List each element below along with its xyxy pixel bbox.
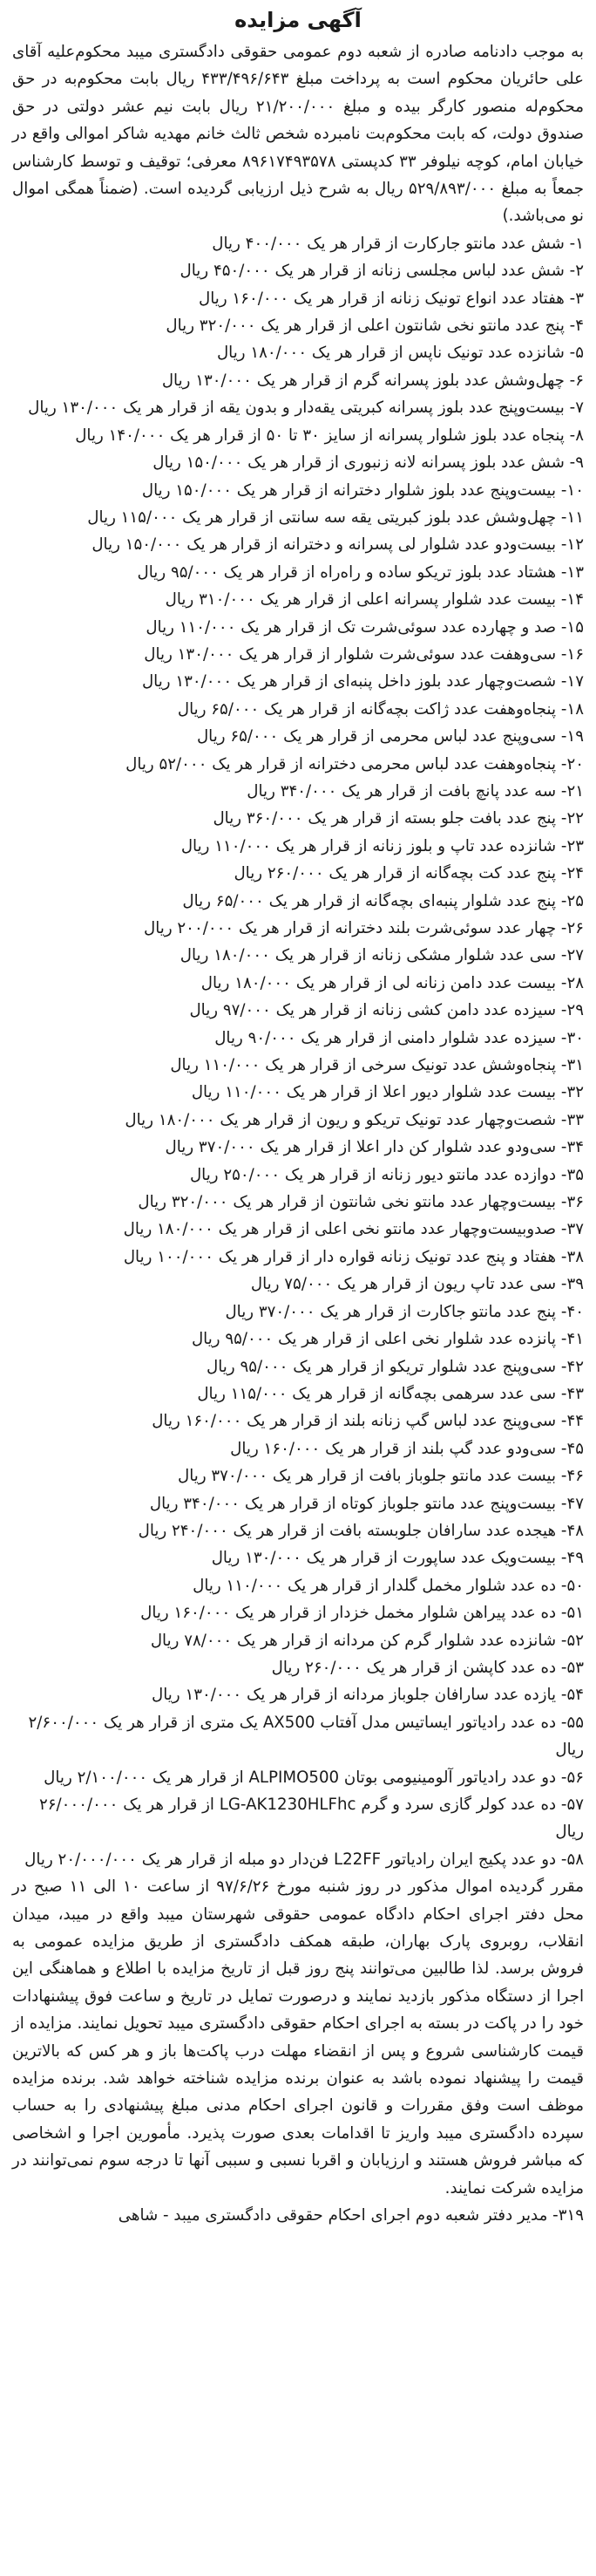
list-item: ۴۲- سی‌وپنج عدد شلوار تریکو از قرار هر یک ۹۵/۰۰۰ ریال [207, 1357, 584, 1376]
list-item: ۵۰- ده عدد شلوار مخمل گلدار از قرار هر یک ۱۱۰/۰۰۰ ریال [193, 1576, 584, 1595]
list-item: ۵۴- یازده عدد سارافان جلوباز مردانه از قرار هر یک ۱۳۰/۰۰۰ ریال [152, 1686, 584, 1705]
list-item: ۲۵- پنج عدد شلوار پنبه‌ای بچه‌گانه از قرار هر یک ۶۵/۰۰۰ ریال [182, 891, 584, 910]
list-item: ۴۴- سی‌وپنج عدد لباس گپ زنانه بلند از قرار هر یک ۱۶۰/۰۰۰ ریال [152, 1412, 584, 1431]
list-item: ۵- شانزده عدد تونیک ناپس از قرار هر یک ۱۸۰/۰۰۰ ریال [216, 344, 584, 363]
list-item: ۱- شش عدد مانتو جارکارت از قرار هر یک ۴۰۰/۰۰۰ ریال [212, 234, 584, 253]
list-item: ۵۸- دو عدد پکیج ایران رادیاتور L22FF فن‌دار دو مبله از قرار هر یک ۲۰/۰۰۰/۰۰۰ ریال [24, 1850, 584, 1869]
list-item: ۹- شش عدد بلوز پسرانه لانه زنبوری از قرار هر یک ۱۵۰/۰۰۰ ریال [152, 453, 584, 473]
list-item: ۷- بیست‌وپنج عدد بلوز پسرانه کبریتی یقه‌دار و بدون یقه از قرار هر یک ۱۳۰/۰۰۰ ریال [28, 399, 584, 418]
list-item: ۴۹- بیست‌ویک عدد ساپورت از قرار هر یک ۱۳۰/۰۰۰ ریال [211, 1549, 584, 1568]
notice-title: آگهی مزایده [234, 8, 362, 32]
list-item: ۴۱- پانزده عدد شلوار نخی اعلی از قرار هر یک ۹۵/۰۰۰ ریال [191, 1330, 584, 1349]
list-item: ۱۳- هشتاد عدد بلوز تریکو ساده و راه‌راه از قرار هر یک ۹۵/۰۰۰ ریال [137, 562, 584, 582]
list-item: ۱۴- بیست عدد شلوار پسرانه اعلی از قرار هر یک ۳۱۰/۰۰۰ ریال [165, 590, 584, 610]
notice-intro: به موجب دادنامه صادره از شعبه دوم عمومی حقوقی دادگستری میبد محکوم‌علیه آقای علی حائریان محکوم است به پرداخت مبلغ ۴۳۳/۴۹۶/۶۴۳ ریال بابت محکوم‌به در حق محکوم‌له منصور کارگر بیده و مبلغ ۲۱/۲۰۰/۰۰۰ ریال بابت نیم عشر دولتی در حق صندوق دولت، که بابت محکوم‌بت نامبرده شخص ثالث خانم مهدیه شاکر اموالی واقع در خیابان امام، کوچه نیلوفر ۳۳ کدپستی ۸۹۶۱۷۴۹۳۵۷۸ معرفی؛ توقیف و توسط کارشناس جمعاً به مبلغ ۵۲۹/۸۹۳/۰۰۰ ریال به شرح ذیل ارزیابی گردیده است. (ضمناً همگی اموال نو می‌باشد.) [12, 43, 585, 226]
list-item: ۲- شش عدد لباس مجلسی زنانه از قرار هر یک ۴۵۰/۰۰۰ ریال [179, 262, 584, 281]
list-item: ۳۷- صدوبیست‌وچهار عدد مانتو نخی اعلی از قرار هر یک ۱۸۰/۰۰۰ ریال [123, 1220, 584, 1239]
list-item: ۳- هفتاد عدد انواع تونیک زنانه از قرار هر یک ۱۶۰/۰۰۰ ریال [199, 289, 584, 308]
list-item: ۴۸- هیجده عدد سارافان جلوبسته بافت از قرار هر یک ۲۴۰/۰۰۰ ریال [138, 1521, 584, 1540]
list-item: ۳۰- سیزده عدد شلوار دامنی از قرار هر یک ۹۰/۰۰۰ ریال [214, 1028, 584, 1047]
list-item: ۲۱- سه عدد پانچ بافت از قرار هر یک ۳۴۰/۰۰۰ ریال [247, 781, 584, 801]
list-item: ۱۲- بیست‌ودو عدد شلوار لی پسرانه و دخترانه از قرار هر یک ۱۵۰/۰۰۰ ریال [91, 535, 584, 555]
list-item: ۳۳- شصت‌وچهار عدد تونیک تریکو و ریون از قرار هر یک ۱۸۰/۰۰۰ ریال [125, 1110, 584, 1129]
list-item: ۳۲- بیست عدد شلوار دیور اعلا از قرار هر یک ۱۱۰/۰۰۰ ریال [191, 1083, 584, 1102]
list-item: ۳۵- دوازده عدد مانتو دیور زنانه از قرار هر یک ۲۵۰/۰۰۰ ریال [189, 1165, 584, 1184]
list-item: ۳۶- بیست‌وچهار عدد مانتو نخی شانتون از قرار هر یک ۳۲۰/۰۰۰ ریال [138, 1193, 584, 1212]
list-item: ۲۴- پنج عدد کت بچه‌گانه از قرار هر یک ۲۶۰/۰۰۰ ریال [234, 864, 584, 883]
list-item: ۳۹- سی عدد تاپ ریون از قرار هر یک ۷۵/۰۰۰ ریال [250, 1275, 584, 1294]
list-item: ۱۵- صد و چهارده عدد سوئی‌شرت تک از قرار هر یک ۱۱۰/۰۰۰ ریال [146, 617, 584, 637]
list-item: ۳۴- سی‌ودو عدد شلوار کن دار اعلا از قرار هر یک ۳۷۰/۰۰۰ ریال [165, 1138, 584, 1157]
list-item: ۴۶- بیست عدد مانتو جلوباز بافت از قرار هر یک ۳۷۰/۰۰۰ ریال [178, 1467, 584, 1486]
list-item: ۴۰- پنج عدد مانتو جاکارت از قرار هر یک ۳۷۰/۰۰۰ ریال [225, 1302, 584, 1321]
list-item: ۱۹- سی‌وپنج عدد لباس محرمی از قرار هر یک ۶۵/۰۰۰ ریال [196, 727, 584, 746]
list-item: ۲۸- بیست عدد دامن زنانه لی از قرار هر یک ۱۸۰/۰۰۰ ریال [200, 973, 584, 992]
auction-notice [12, 5, 584, 2230]
list-item: ۴- پنج عدد مانتو نخی شانتون اعلی از قرار هر یک ۳۲۰/۰۰۰ ریال [166, 317, 584, 336]
list-item: ۴۳- سی عدد سرهمی بچه‌گانه از قرار هر یک ۱۱۵/۰۰۰ ریال [197, 1384, 584, 1403]
list-item: ۱۰- بیست‌وپنج عدد بلوز شلوار دخترانه از قرار هر یک ۱۵۰/۰۰۰ ریال [141, 480, 584, 500]
list-item: ۲۹- سیزده عدد دامن کشی زنانه از قرار هر یک ۹۷/۰۰۰ ریال [189, 1001, 584, 1020]
list-item: ۱۶- سی‌وهفت عدد سوئی‌شرت شلوار از قرار هر یک ۱۳۰/۰۰۰ ریال [144, 644, 584, 664]
list-item: ۲۷- سی عدد شلوار مشکی زنانه از قرار هر یک ۱۸۰/۰۰۰ ریال [179, 946, 584, 965]
list-item: ۲۰- پنجاه‌وهفت عدد لباس محرمی دخترانه از قرار هر یک ۵۲/۰۰۰ ریال [125, 754, 584, 773]
list-item: ۳۱- پنجاه‌وشش عدد تونیک سرخی از قرار هر یک ۱۱۰/۰۰۰ ریال [170, 1056, 584, 1075]
list-item: ۵۱- ده عدد پیراهن شلوار مخمل خزدار از قرار هر یک ۱۶۰/۰۰۰ ریال [140, 1604, 584, 1623]
list-item: ۵۶- دو عدد رادیاتور آلومینیومی بوتان ALPIMO500 از قرار هر یک ۲/۱۰۰/۰۰۰ ریال [44, 1768, 584, 1787]
list-item: ۱۷- شصت‌وچهار عدد بلوز داخل پنبه‌ای از قرار هر یک ۱۳۰/۰۰۰ ریال [141, 672, 584, 692]
list-item: ۴۵- سی‌ودو عدد گپ بلند از قرار هر یک ۱۶۰/۰۰۰ ریال [230, 1439, 584, 1458]
list-item: ۲۲- پنج عدد بافت جلو بسته از قرار هر یک ۳۶۰/۰۰۰ ریال [213, 809, 584, 828]
list-item: ۲۳- شانزده عدد تاپ و بلوز زنانه از قرار هر یک ۱۱۰/۰۰۰ ریال [180, 836, 584, 855]
list-item: ۸- پنجاه عدد بلوز شلوار پسرانه از سایز ۳۰ تا ۵۰ از قرار هر یک ۱۴۰/۰۰۰ ریال [75, 426, 584, 445]
list-item: ۵۷- ده عدد کولر گازی سرد و گرم LG-AK1230HLFhc از قرار هر یک ۲۶/۰۰۰/۰۰۰ ریال [39, 1796, 584, 1842]
list-item: ۵۲- شانزده عدد شلوار گرم کن مردانه از قرار هر یک ۷۸/۰۰۰ ریال [150, 1631, 584, 1650]
list-item: ۵۳- ده عدد کاپشن از قرار هر یک ۲۶۰/۰۰۰ ریال [271, 1658, 584, 1677]
list-item: ۵۵- ده عدد رادیاتور ایساتیس مدل آفتاب AX500 یک متری از قرار هر یک ۲/۶۰۰/۰۰۰ ریال [28, 1713, 584, 1760]
list-item: ۱۱- چهل‌وشش عدد بلوز کبریتی یقه سه سانتی از قرار هر یک ۱۱۵/۰۰۰ ریال [87, 508, 584, 527]
list-item: ۶- چهل‌وشش عدد بلوز پسرانه گرم از قرار هر یک ۱۳۰/۰۰۰ ریال [161, 371, 584, 390]
list-item: ۳۸- هفتاد و پنج عدد تونیک زنانه قواره دار از قرار هر یک ۱۰۰/۰۰۰ ریال [123, 1247, 584, 1266]
notice-signature: ۳۱۹- مدیر دفتر شعبه دوم اجرای احکام حقوقی دادگستری میبد - شاهی [118, 2206, 584, 2225]
list-item: ۴۷- بیست‌وپنج عدد مانتو جلوباز کوتاه از قرار هر یک ۳۴۰/۰۰۰ ریال [149, 1494, 584, 1513]
item-list [12, 230, 584, 1873]
notice-closing: مقرر گردیده اموال مذکور در روز شنبه مورخ ۹۷/۶/۲۶ از ساعت ۱۰ الی ۱۱ صبح در محل دفتر اجرای احکام دادگاه عمومی حقوقی شهرستان میبد واقع در میبد، میدان انقلاب، روبروی پارک بهاران، طبقه همکف دادگستری از طریق مزایده عمومی به فروش برسد. لذا طالبین می‌توانند پنج روز قبل از تاریخ مزایده با اطلاع و هماهنگی این اجرا از دستگاه مذکور بازدید نمایند و درصورت تمایل در تاریخ و ساعت فوق پیشنهادات خود را در پاکت در بسته به اجرای احکام حقوقی دادگستری میبد تحویل نمایند. مزایده از قیمت کارشناسی شروع و پس از انقضاء مهلت درب پاکت‌ها باز و هر کس که بالاترین قیمت را پیشنهاد نموده باشد به عنوان برنده مزایده شناخته خواهد شد. برنده مزایده موظف است وفق مقررات و قانون اجرای احکام مدنی مبلغ پیشنهادی را به حساب سپرده دادگستری میبد واریز تا اقدامات بعدی صورت پذیرد. مأمورین اجرا و اشخاصی که مباشر فروش هستند و ارزیابان و اقربا نسبی و سببی آنها تا درجه سوم نمی‌توانند در مزایده شرکت نمایند. [12, 1877, 584, 2198]
list-item: ۲۶- چهار عدد سوئی‌شرت بلند دخترانه از قرار هر یک ۲۰۰/۰۰۰ ریال [144, 919, 584, 937]
list-item: ۱۸- پنجاه‌وهفت عدد ژاکت بچه‌گانه از قرار هر یک ۶۵/۰۰۰ ریال [177, 699, 584, 719]
